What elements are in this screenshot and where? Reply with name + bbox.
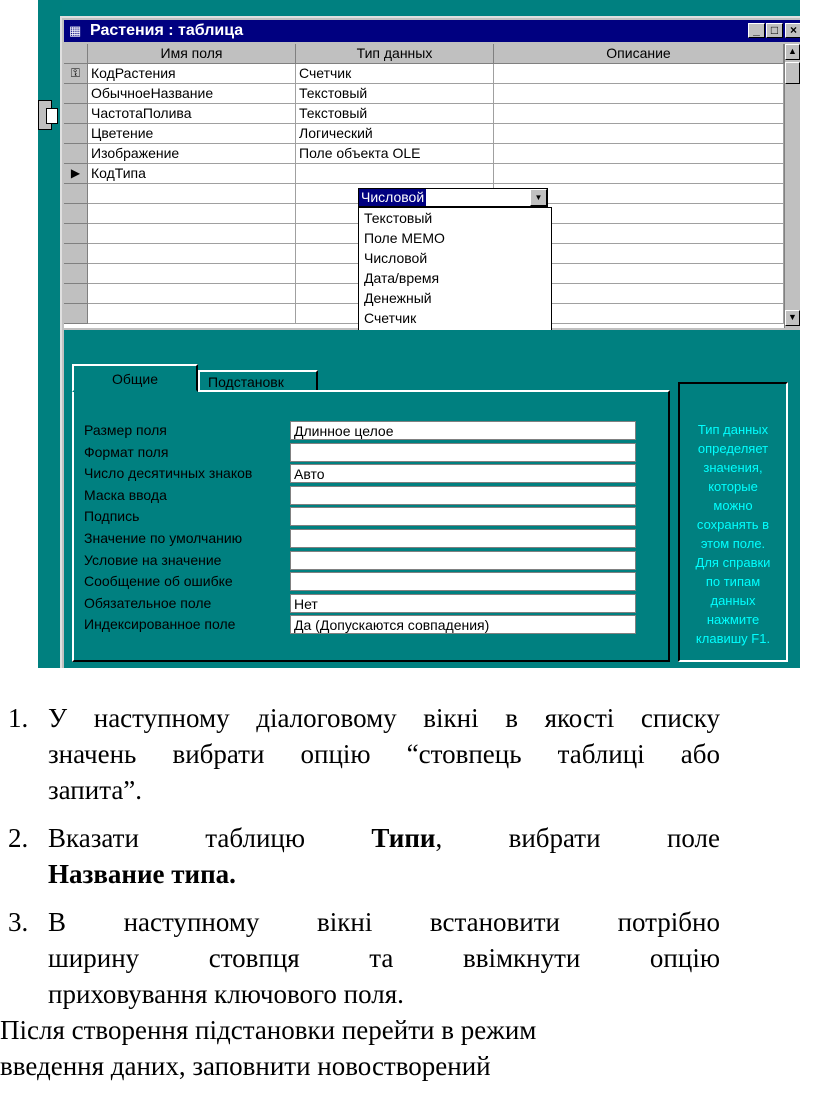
minimize-button[interactable]: _: [748, 23, 765, 38]
window-title: Растения : таблица: [90, 22, 244, 39]
scroll-up-icon[interactable]: ▲: [785, 44, 800, 60]
list-number: 3.: [8, 907, 29, 937]
help-text-line: можно: [713, 498, 753, 513]
column-header-data-type[interactable]: Тип данных: [296, 44, 494, 64]
field-name-cell[interactable]: [88, 264, 296, 284]
property-label: Условие на значение: [84, 551, 222, 568]
row-selector[interactable]: [64, 204, 88, 224]
row-selector[interactable]: [64, 284, 88, 304]
property-value-input[interactable]: [290, 507, 636, 526]
data-type-cell[interactable]: [296, 164, 494, 184]
properties-box: [72, 390, 670, 662]
description-cell[interactable]: [494, 64, 784, 84]
property-label: Размер поля: [84, 422, 167, 438]
property-value-input[interactable]: [290, 443, 636, 462]
property-value-input[interactable]: Длинное целое: [290, 421, 636, 440]
instruction-line: В наступному вікні встановити потрібно: [48, 907, 720, 937]
column-header-field-name[interactable]: Имя поля: [88, 44, 296, 64]
field-name-cell[interactable]: [88, 224, 296, 244]
property-value-input[interactable]: [290, 529, 636, 548]
help-text-line: определяет: [697, 441, 769, 456]
tab-lookup[interactable]: Подстановк: [198, 370, 318, 392]
field-name-cell[interactable]: [88, 284, 296, 304]
help-text-line: Для справки: [695, 555, 771, 570]
table-name-bold: Типи: [371, 823, 436, 853]
help-text-line: этом поле.: [700, 536, 766, 551]
field-name-cell[interactable]: Изображение: [88, 144, 296, 164]
instruction-word: Вказати: [48, 823, 139, 853]
property-value-input[interactable]: Да (Допускаются совпадения): [290, 615, 636, 634]
instruction-line: У наступному діалоговому вікні в якості списку: [48, 703, 720, 733]
help-text-line: которые: [708, 479, 758, 494]
data-type-option[interactable]: Денежный: [364, 290, 432, 306]
help-text-line: сохранять в: [696, 517, 770, 532]
description-cell[interactable]: [494, 144, 784, 164]
title-bar[interactable]: [64, 20, 800, 42]
close-button[interactable]: ×: [785, 23, 800, 38]
row-selector[interactable]: [64, 84, 88, 104]
data-type-option[interactable]: Счетчик: [364, 310, 417, 326]
property-label: Маска ввода: [84, 486, 167, 503]
instruction-line: [48, 820, 720, 856]
data-type-cell[interactable]: Поле объекта OLE: [296, 144, 494, 164]
data-type-cell[interactable]: Счетчик: [296, 64, 494, 84]
description-cell[interactable]: [494, 124, 784, 144]
table-design-window: [60, 16, 800, 668]
paragraph-line: введення даних, заповнити новостворений: [0, 1051, 491, 1081]
row-selector[interactable]: [64, 144, 88, 164]
property-value-input[interactable]: [290, 572, 636, 591]
field-name-bold: Название типа.: [48, 859, 236, 889]
instruction-line: ширину стовпця та ввімкнути опцію: [48, 943, 720, 973]
property-label: Обязательное поле: [84, 594, 212, 611]
row-selector[interactable]: [64, 244, 88, 264]
field-name-cell[interactable]: [88, 304, 296, 324]
help-text-line: клавишу F1.: [695, 631, 771, 646]
scroll-thumb[interactable]: [785, 62, 800, 84]
data-type-cell[interactable]: Текстовый: [296, 104, 494, 124]
help-box: [678, 382, 788, 662]
row-selector[interactable]: [64, 184, 88, 204]
field-name-cell[interactable]: [88, 184, 296, 204]
list-number: 2.: [8, 823, 29, 853]
help-text-line: данных: [710, 593, 756, 608]
property-label: Подпись: [84, 508, 140, 525]
instruction-word: вибрати: [508, 823, 601, 853]
scroll-down-icon[interactable]: ▼: [785, 310, 800, 326]
field-name-cell[interactable]: [88, 244, 296, 264]
field-name-cell[interactable]: Цветение: [88, 124, 296, 144]
property-value-input[interactable]: [290, 486, 636, 505]
data-type-cell[interactable]: Логический: [296, 124, 494, 144]
description-cell[interactable]: [494, 164, 784, 184]
field-name-cell[interactable]: ЧастотаПолива: [88, 104, 296, 124]
data-type-option[interactable]: Поле MEMO: [364, 230, 445, 246]
paragraph-line: Після створення підстановки перейти в режим: [0, 1015, 537, 1045]
instruction-comma: ,: [435, 823, 443, 853]
description-cell[interactable]: [494, 84, 784, 104]
row-selector[interactable]: [64, 304, 88, 324]
field-name-cell[interactable]: ОбычноеНазвание: [88, 84, 296, 104]
property-label: Значение по умолчанию: [84, 530, 243, 546]
data-type-cell[interactable]: Текстовый: [296, 84, 494, 104]
field-name-cell[interactable]: КодТипа: [88, 164, 296, 184]
instruction-word: таблицю: [205, 823, 306, 853]
help-text-line: по типам: [705, 574, 761, 589]
list-number: 1.: [8, 703, 29, 733]
primary-key-icon[interactable]: ⚿: [64, 64, 88, 84]
row-selector[interactable]: [64, 264, 88, 284]
instruction-word: поле: [666, 823, 720, 853]
property-label: Формат поля: [84, 443, 169, 460]
grid-corner: [64, 44, 88, 64]
property-label: Индексированное поле: [84, 616, 236, 633]
data-type-combobox[interactable]: [358, 188, 548, 207]
help-text-line: нажмите: [706, 612, 760, 627]
tab-general[interactable]: Общие: [72, 364, 198, 392]
instruction-line: значень вибрати опцію “стовпець таблиці або: [48, 739, 720, 769]
column-header-description[interactable]: Описание: [494, 44, 784, 64]
data-type-option[interactable]: Числовой: [364, 250, 428, 266]
field-name-cell[interactable]: КодРастения: [88, 64, 296, 84]
current-row-icon[interactable]: ▶: [64, 164, 88, 184]
property-value-input[interactable]: Авто: [290, 464, 636, 483]
document-icon: [46, 108, 58, 124]
property-value-input[interactable]: [290, 551, 636, 570]
instruction-word-group: [371, 820, 442, 856]
help-text-line: значения,: [703, 460, 763, 475]
field-properties-panel: [64, 330, 800, 668]
property-label: Число десятичных знаков: [84, 465, 253, 482]
property-value-input[interactable]: Нет: [290, 594, 636, 613]
instruction-line: запита”.: [48, 775, 143, 805]
data-type-option[interactable]: Текстовый: [364, 210, 433, 226]
instruction-line: приховування ключового поля.: [48, 979, 404, 1009]
table-icon: ▦: [69, 23, 82, 38]
access-screenshot: [38, 0, 800, 668]
row-selector[interactable]: [64, 124, 88, 144]
help-text-line: Тип данных: [697, 422, 769, 437]
vertical-scrollbar[interactable]: [784, 44, 800, 328]
background-window-strip: [38, 0, 62, 668]
field-name-cell[interactable]: [88, 204, 296, 224]
row-selector[interactable]: [64, 224, 88, 244]
chevron-down-icon[interactable]: ▼: [530, 189, 547, 206]
property-label: Сообщение об ошибке: [84, 573, 233, 590]
row-selector[interactable]: [64, 104, 88, 124]
maximize-button[interactable]: □: [766, 23, 783, 38]
data-type-selected[interactable]: Числовой: [361, 189, 425, 205]
description-cell[interactable]: [494, 104, 784, 124]
help-text: [682, 420, 784, 648]
data-type-option[interactable]: Дата/время: [364, 270, 440, 286]
